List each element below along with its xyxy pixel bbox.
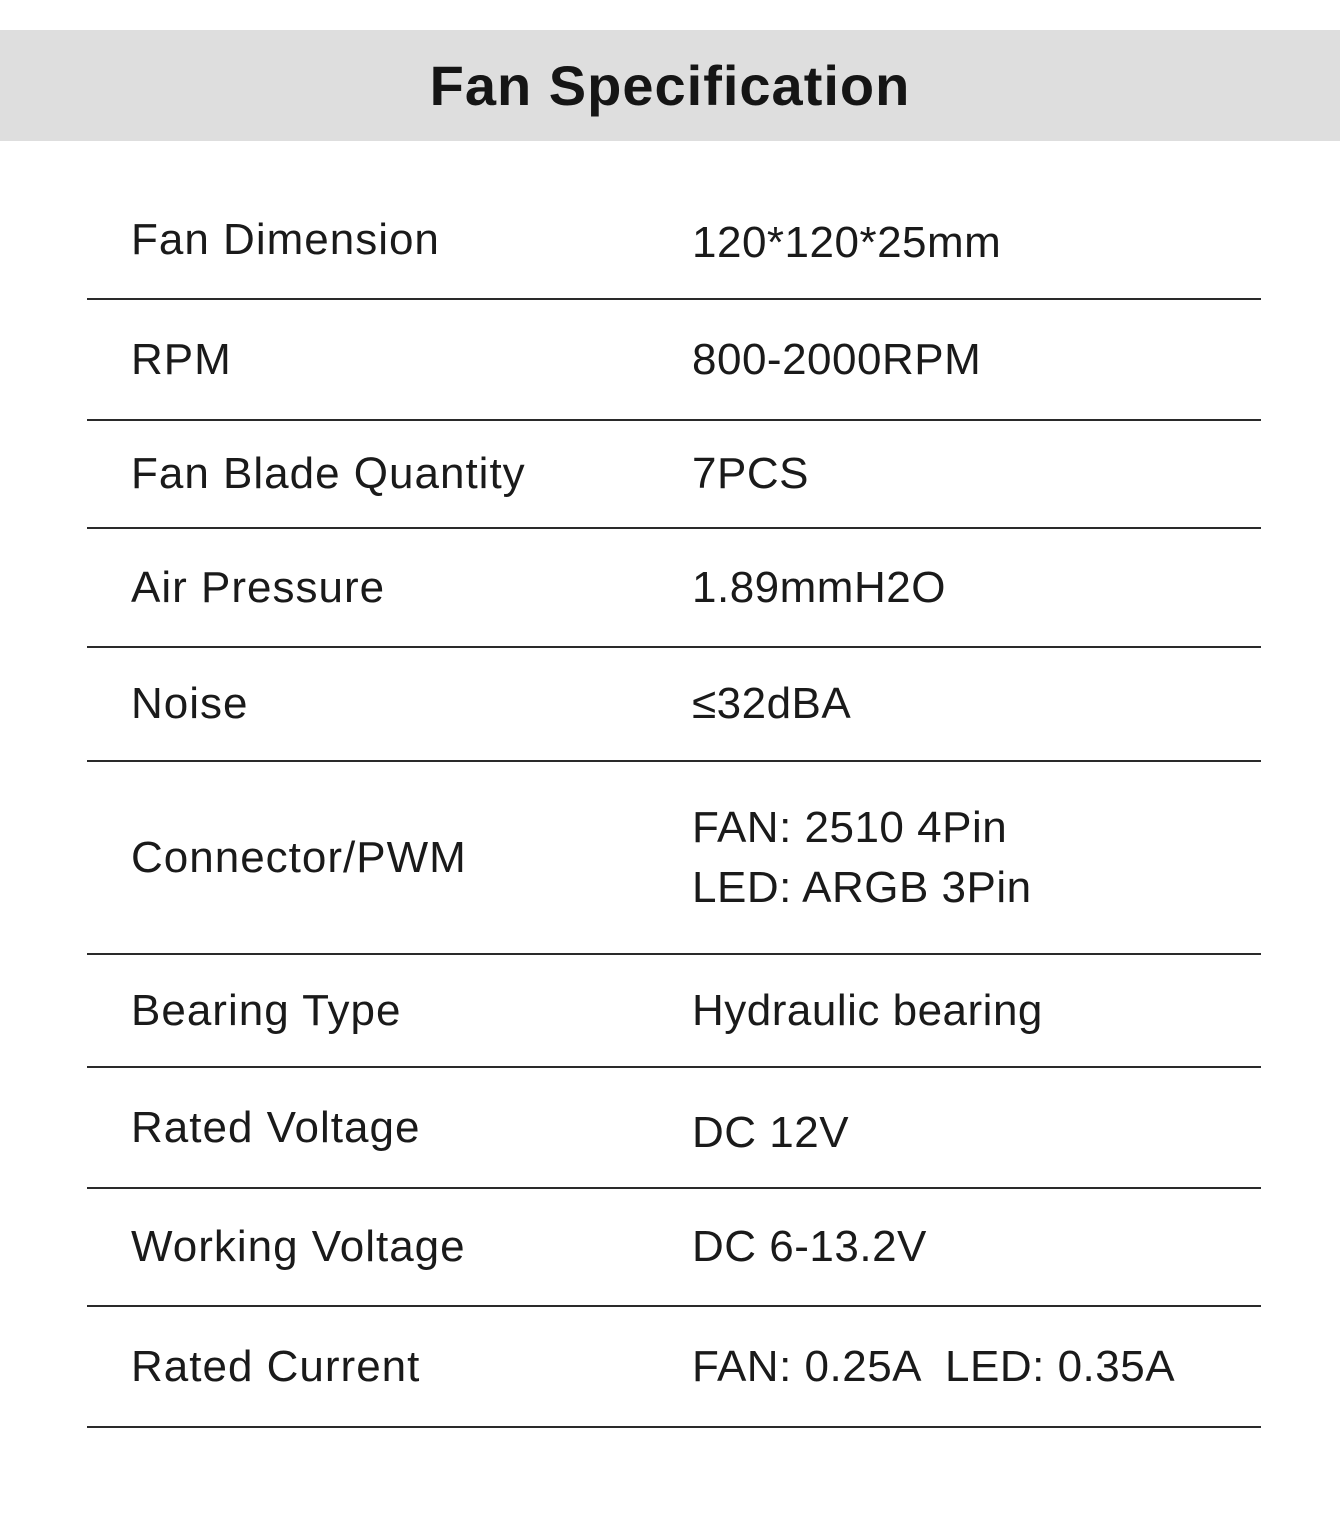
spec-value: 1.89mmH2O xyxy=(692,562,946,612)
spec-label: RPM xyxy=(131,334,232,384)
spec-row-fan-blade-quantity xyxy=(87,421,1261,529)
spec-label: Connector/PWM xyxy=(131,832,467,882)
spec-row-noise xyxy=(87,648,1261,762)
spec-label: Noise xyxy=(131,679,249,728)
spec-label: Working Voltage xyxy=(131,1222,466,1271)
spec-label: Air Pressure xyxy=(131,562,386,612)
spec-value: 800-2000RPM xyxy=(692,334,982,384)
spec-value: DC 12V xyxy=(692,1107,850,1157)
spec-value: 120*120*25mm xyxy=(692,217,1002,267)
spec-row-bearing-type xyxy=(87,955,1261,1068)
spec-value xyxy=(692,798,1032,918)
spec-label: Fan Blade Quantity xyxy=(131,449,526,498)
spec-row-air-pressure xyxy=(87,529,1261,648)
spec-label: Fan Dimension xyxy=(131,214,440,264)
spec-value: 7PCS xyxy=(692,449,809,498)
spec-table xyxy=(87,181,1261,1428)
spec-value: Hydraulic bearing xyxy=(692,985,1043,1035)
spec-value-line: FAN: 2510 4Pin xyxy=(692,802,1008,852)
spec-row-working-voltage xyxy=(87,1189,1261,1307)
spec-value-line: LED: ARGB 3Pin xyxy=(692,862,1032,912)
page-title: Fan Specification xyxy=(429,54,911,117)
spec-row-connector-pwm xyxy=(87,762,1261,955)
spec-label: Rated Current xyxy=(131,1341,421,1391)
spec-value: FAN: 0.25A LED: 0.35A xyxy=(692,1341,1176,1391)
spec-value: DC 6-13.2V xyxy=(692,1222,927,1271)
spec-value: ≤32dBA xyxy=(692,679,852,728)
spec-row-rated-voltage xyxy=(87,1068,1261,1189)
spec-label: Bearing Type xyxy=(131,985,402,1035)
header-bar xyxy=(0,30,1340,141)
spec-row-rated-current xyxy=(87,1307,1261,1428)
spec-row-rpm xyxy=(87,300,1261,421)
spec-row-fan-dimension xyxy=(87,181,1261,300)
spec-label: Rated Voltage xyxy=(131,1102,421,1152)
